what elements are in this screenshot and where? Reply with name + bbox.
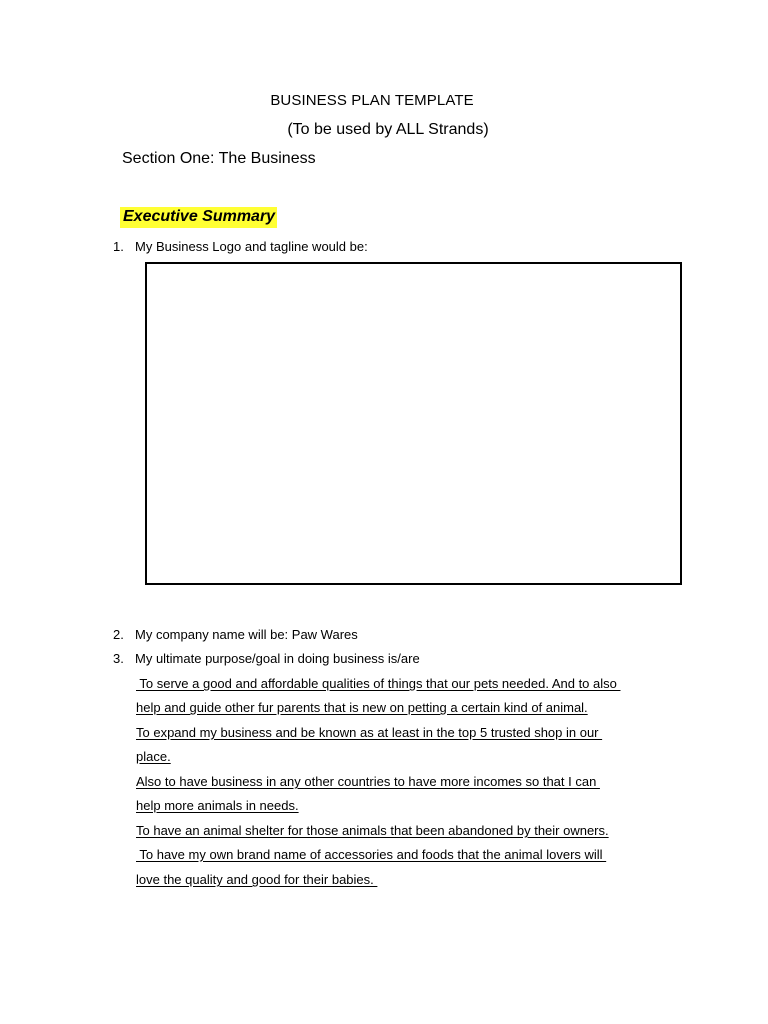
list-item-number: 1. <box>113 239 124 254</box>
list-item-number: 2. <box>113 627 124 642</box>
list-item-text: My ultimate purpose/goal in doing business is/are <box>135 651 420 666</box>
answer-line: Also to have business in any other countries to have more incomes so that I can <box>136 774 600 789</box>
list-item-text: My company name will be: Paw Wares <box>135 627 358 642</box>
answer-line: help more animals in needs. <box>136 798 299 813</box>
logo-tagline-box <box>145 262 682 585</box>
document-title: BUSINESS PLAN TEMPLATE <box>270 92 474 109</box>
answer-line: love the quality and good for their babies. <box>136 872 378 887</box>
list-item-number: 3. <box>113 651 124 666</box>
list-item-text: My Business Logo and tagline would be: <box>135 239 368 254</box>
executive-summary-heading: Executive Summary <box>120 207 277 228</box>
answer-line: To serve a good and affordable qualities of things that our pets needed. And to also <box>136 676 621 691</box>
answer-line: place. <box>136 749 171 764</box>
document-subtitle: (To be used by ALL Strands) <box>287 121 489 138</box>
answer-line: To have my own brand name of accessories and foods that the animal lovers will <box>136 847 607 862</box>
answer-line: help and guide other fur parents that is new on petting a certain kind of animal. <box>136 700 588 715</box>
section-heading: Section One: The Business <box>122 150 316 167</box>
answer-line: To have an animal shelter for those animals that been abandoned by their owners. <box>136 823 609 838</box>
answer-line: To expand my business and be known as at least in the top 5 trusted shop in our <box>136 725 603 740</box>
